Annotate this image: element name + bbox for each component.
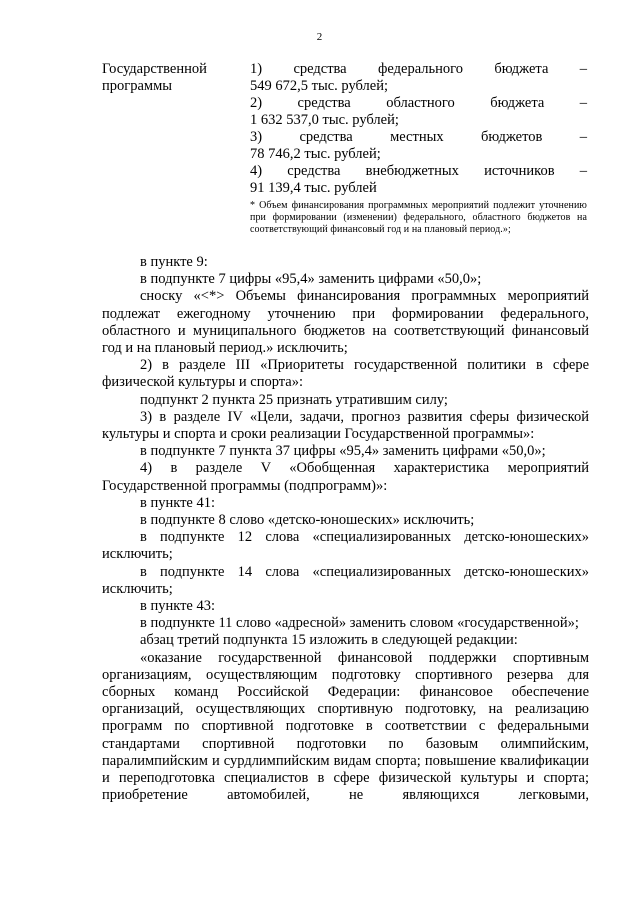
table-label: Государственной программы <box>102 61 207 94</box>
paragraph: абзац третий подпункта 15 изложить в следующей редакции: <box>140 632 518 649</box>
paragraph: в подпункте 7 цифры «95,4» заменить цифрами «50,0»; <box>140 271 482 288</box>
funding-source: 2) средства областного бюджета – <box>250 95 587 111</box>
funding-amount: 78 746,2 тыс. рублей; <box>250 146 381 162</box>
paragraph: сноску «<*> Объемы финансирования программных мероприятий подлежат ежегодному уточнению при формировании федерального, областного и муниципального бюджетов на соответствующий финансовый год и на плановый период.» исключить; <box>102 288 589 357</box>
paragraph: в подпункте 11 слово «адресной» заменить словом «государственной»; <box>140 615 579 632</box>
funding-amount: 549 672,5 тыс. рублей; <box>250 78 388 94</box>
paragraph: подпункт 2 пункта 25 признать утратившим силу; <box>140 391 448 408</box>
funding-item <box>250 163 587 197</box>
paragraph: «оказание государственной финансовой поддержки спортивным организациям, осуществляющим подготовку спортивного резерва для сборных команд Российской Федерации: финансовое обеспечение организаций, осуществляющих спортивную подготовку, на реализацию программ по спортивной подготовке в соответствии с федеральными стандартами спортивной подготовки по базовым олимпийским, паралимпийским и сурдлимпийским видам спорта; повышение квалификации и переподготовка специалистов в сфере физической культуры и спорта; приобретение автомобилей, не являющихся легковыми, <box>102 649 589 804</box>
paragraph: 4) в разделе V «Обобщенная характеристика мероприятий Государственной программы (подпрограмм)»: <box>102 460 589 494</box>
document-body <box>102 254 589 805</box>
funding-amount: 91 139,4 тыс. рублей <box>250 180 377 196</box>
funding-source: 4) средства внебюджетных источников – <box>250 163 587 179</box>
funding-item <box>250 61 587 95</box>
funding-item <box>250 95 587 129</box>
table-footnote: * Объем финансирования программных мероприятий подлежит уточнению при формировании (изменении) федерального, областного бюджетов на соответствующий финансовый год и на плановый период.»; <box>250 200 587 235</box>
paragraph: в пункте 9: <box>140 254 208 270</box>
paragraph: в пункте 43: <box>140 598 216 615</box>
funding-item <box>250 129 587 163</box>
paragraph: 3) в разделе IV «Цели, задачи, прогноз развития сферы физической культуры и спорта и сроки реализации Государственной программы»: <box>102 408 589 443</box>
paragraph: в подпункте 14 слова «специализированных детско-юношеских» исключить; <box>102 563 589 597</box>
funding-source: 3) средства местных бюджетов – <box>250 129 587 145</box>
funding-cell <box>250 61 587 236</box>
funding-amount: 1 632 537,0 тыс. рублей; <box>250 112 399 128</box>
paragraph: в пункте 41: <box>140 494 216 511</box>
paragraph: в подпункте 7 пункта 37 цифры «95,4» заменить цифрами «50,0»; <box>140 443 546 460</box>
paragraph: 2) в разделе III «Приоритеты государственной политики в сфере физической культуры и спорта»: <box>102 357 589 391</box>
page-number: 2 <box>316 31 323 43</box>
funding-source: 1) средства федерального бюджета – <box>250 61 587 77</box>
paragraph: в подпункте 12 слова «специализированных детско-юношеских» исключить; <box>102 529 589 563</box>
paragraph: в подпункте 8 слово «детско-юношеских» исключить; <box>140 512 475 529</box>
